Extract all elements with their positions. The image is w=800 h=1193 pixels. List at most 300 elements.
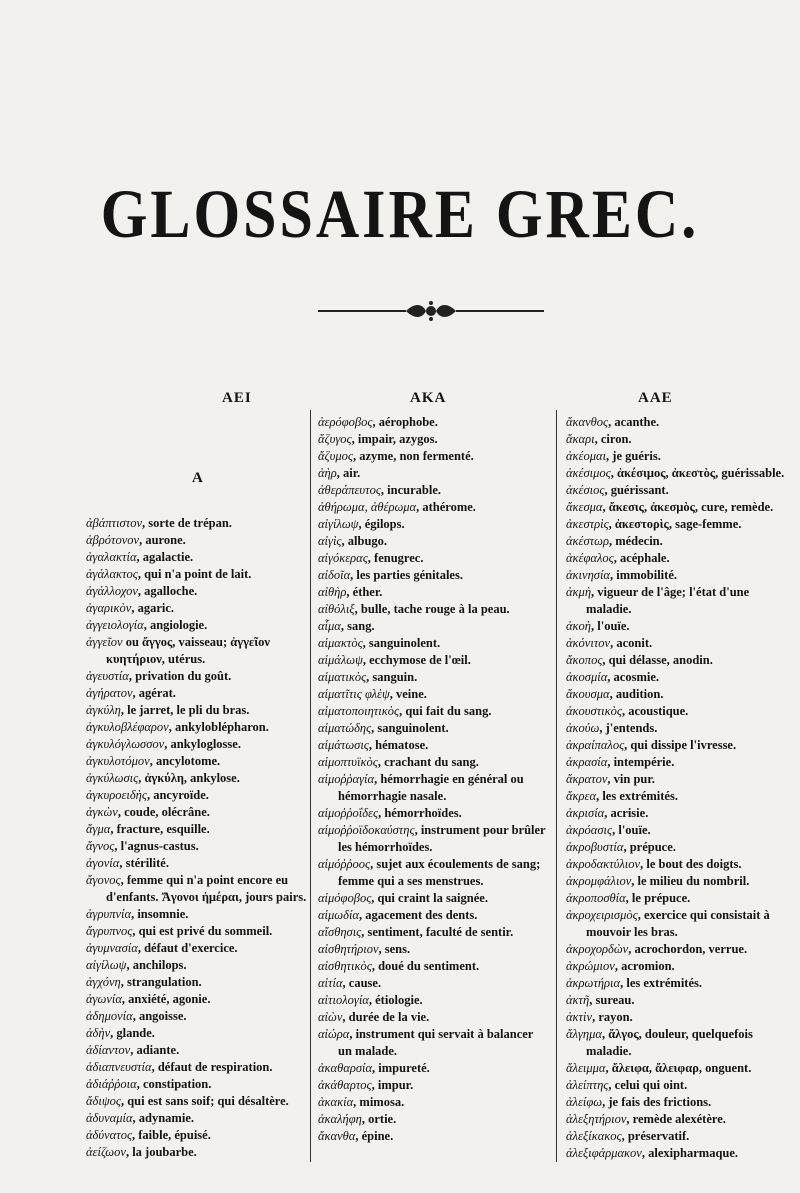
greek-term: αἱμοῤῥαγία bbox=[318, 772, 375, 786]
greek-term: ἀγχόνη bbox=[86, 975, 121, 989]
definition: , les extrémités. bbox=[620, 976, 703, 990]
glossary-entry bbox=[86, 1042, 318, 1059]
definition: , le prépuce. bbox=[625, 891, 691, 905]
glossary-entry bbox=[86, 600, 318, 617]
glossary-entry bbox=[86, 532, 318, 549]
definition: , audition. bbox=[609, 687, 664, 701]
greek-term: ἀκέσιος bbox=[566, 483, 605, 497]
greek-term: ἄγονος bbox=[86, 873, 121, 887]
greek-term: ἄκαρι bbox=[566, 432, 595, 446]
greek-term: ἀδιάῤῥοια bbox=[86, 1077, 137, 1091]
glossary-entry bbox=[318, 720, 550, 737]
definition: , intempérie. bbox=[607, 755, 675, 769]
greek-term: ἀκρισία bbox=[566, 806, 605, 820]
greek-term: ἀλείπτης bbox=[566, 1078, 609, 1092]
glossary-entry bbox=[86, 1127, 318, 1144]
definition: , le bout des doigts. bbox=[640, 857, 742, 871]
definition: , agalactie. bbox=[136, 550, 194, 564]
greek-term: αἰγόκερας bbox=[318, 551, 368, 565]
greek-term: ἀδημονία bbox=[86, 1009, 133, 1023]
glossary-entry bbox=[86, 617, 318, 634]
greek-term: ἀκεστρὶς bbox=[566, 517, 609, 531]
glossary-entry bbox=[566, 567, 794, 584]
definition: , vin pur. bbox=[607, 772, 655, 786]
glossary-entry bbox=[566, 737, 794, 754]
greek-term: ἀκτὶν bbox=[566, 1010, 593, 1024]
glossary-entry bbox=[318, 856, 550, 890]
greek-term: ἀγαρικὸν bbox=[86, 601, 132, 615]
definition: , constipation. bbox=[136, 1077, 212, 1091]
greek-term: ἀκτῆ bbox=[566, 993, 590, 1007]
glossary-entry bbox=[566, 635, 794, 652]
definition: , rayon. bbox=[592, 1010, 633, 1024]
definition: , éther. bbox=[346, 585, 383, 599]
greek-term: ἀγρυπνία bbox=[86, 907, 132, 921]
glossary-entry bbox=[86, 855, 318, 872]
glossary-entry bbox=[566, 1009, 794, 1026]
glossary-entry bbox=[566, 822, 794, 839]
greek-term: ἀβάπτιστον bbox=[86, 516, 142, 530]
glossary-entry bbox=[86, 736, 318, 753]
greek-term: ἀκρασία bbox=[566, 755, 608, 769]
definition: , hémorrhagie en général ou hémorrhagie nasale. bbox=[338, 772, 524, 803]
greek-term: ἄλειμμα bbox=[566, 1061, 606, 1075]
greek-term: αἱμοῤῥοΐδες bbox=[318, 806, 379, 820]
definition: , acromion. bbox=[614, 959, 675, 973]
definition: , l'agnus-castus. bbox=[114, 839, 199, 853]
greek-term: ἀκροχορδὼν bbox=[566, 942, 629, 956]
glossary-entry bbox=[318, 686, 550, 703]
glossary-entry bbox=[86, 1110, 318, 1127]
definition: , anchilops. bbox=[126, 958, 187, 972]
glossary-entry bbox=[566, 839, 794, 856]
greek-term: ἀδιαπνευστία bbox=[86, 1060, 152, 1074]
greek-term: ἀγκύλωσις bbox=[86, 771, 139, 785]
glossary-entry bbox=[86, 923, 318, 940]
definition: , sanguin. bbox=[366, 670, 418, 684]
definition: , qui dissipe l'ivresse. bbox=[624, 738, 737, 752]
definition: , ἀκεστορὶς, sage-femme. bbox=[608, 517, 742, 531]
glossary-entry bbox=[566, 414, 794, 431]
glossary-entry bbox=[566, 431, 794, 448]
glossary-entry bbox=[86, 770, 318, 787]
glossary-column-1 bbox=[86, 515, 318, 1161]
glossary-column-3 bbox=[566, 414, 794, 1162]
glossary-entry bbox=[86, 787, 318, 804]
glossary-entry bbox=[566, 907, 794, 941]
definition: , étiologie. bbox=[368, 993, 423, 1007]
greek-term: ἄκεσμα bbox=[566, 500, 603, 514]
definition: , ancyroïde. bbox=[146, 788, 209, 802]
glossary-entry bbox=[86, 668, 318, 685]
greek-term: ἄλγημα bbox=[566, 1027, 602, 1041]
greek-term: ἀκέφαλος bbox=[566, 551, 614, 565]
definition: , défaut d'exercice. bbox=[137, 941, 238, 955]
greek-term: ἀείζωον bbox=[86, 1145, 126, 1159]
greek-term: αἰγὶς bbox=[318, 534, 342, 548]
definition: , anxiété, agonie. bbox=[121, 992, 211, 1006]
greek-term: ἀκέστωρ bbox=[566, 534, 609, 548]
definition: , angiologie. bbox=[143, 618, 208, 632]
greek-term: ἀλεξιφάρμακον bbox=[566, 1146, 642, 1160]
greek-term: ἀγήρατον bbox=[86, 686, 133, 700]
greek-term: ἀκρωτήρια bbox=[566, 976, 621, 990]
definition: , sanguinolent. bbox=[362, 636, 441, 650]
definition: , exercice qui consistait à mouvoir les bras. bbox=[586, 908, 770, 939]
glossary-entry bbox=[318, 618, 550, 635]
glossary-entry bbox=[318, 1111, 550, 1128]
definition: , agérat. bbox=[132, 686, 176, 700]
definition: , ciron. bbox=[594, 432, 632, 446]
glossary-entry bbox=[86, 1093, 318, 1110]
definition: , air. bbox=[336, 466, 361, 480]
glossary-entry bbox=[318, 414, 550, 431]
greek-term: αἰσθητικὸς bbox=[318, 959, 372, 973]
glossary-entry bbox=[566, 618, 794, 635]
definition: , ancylotome. bbox=[149, 754, 221, 768]
glossary-entry bbox=[86, 515, 318, 532]
greek-term: αἰδοῖα bbox=[318, 568, 351, 582]
greek-term: ἀκέομαι bbox=[566, 449, 607, 463]
definition: , aurone. bbox=[139, 533, 186, 547]
greek-term: αἱμάτωσις bbox=[318, 738, 369, 752]
greek-term: αἱματοποιητικὸς bbox=[318, 704, 400, 718]
definition: , sanguinolent. bbox=[371, 721, 449, 735]
glossary-entry bbox=[86, 549, 318, 566]
glossary-entry bbox=[566, 1128, 794, 1145]
greek-term: ἄζυγος bbox=[318, 432, 352, 446]
definition: , impair, azygos. bbox=[351, 432, 438, 446]
definition: , ἀγκύλη, ankylose. bbox=[138, 771, 240, 785]
definition: , acoustique. bbox=[621, 704, 689, 718]
glossary-entry bbox=[318, 958, 550, 975]
definition: , agacement des dents. bbox=[358, 908, 478, 922]
greek-term: ἀκαθαρσία bbox=[318, 1061, 373, 1075]
glossary-entry bbox=[318, 975, 550, 992]
definition: , femme qui n'a point encore eu d'enfants. Ἄγονοι ἡμέραι, jours pairs. bbox=[106, 873, 307, 904]
glossary-entry bbox=[566, 975, 794, 992]
definition: , la joubarbe. bbox=[125, 1145, 197, 1159]
glossary-entry bbox=[86, 991, 318, 1008]
definition: , instrument pour brûler les hémorrhoïdes. bbox=[338, 823, 546, 854]
definition: , adiante. bbox=[130, 1043, 180, 1057]
greek-term: αἱμακτὸς bbox=[318, 636, 363, 650]
greek-term: ἀδύνατος bbox=[86, 1128, 133, 1142]
greek-term: ἀγωνία bbox=[86, 992, 122, 1006]
greek-term: αἰγίλωψ bbox=[86, 958, 127, 972]
glossary-entry bbox=[566, 1094, 794, 1111]
definition: , je guéris. bbox=[606, 449, 661, 463]
greek-term: ἄκουσμα bbox=[566, 687, 610, 701]
glossary-entry bbox=[318, 635, 550, 652]
definition: , qui n'a point de lait. bbox=[137, 567, 252, 581]
definition: , celui qui oint. bbox=[608, 1078, 688, 1092]
glossary-column-2 bbox=[318, 414, 550, 1145]
glossary-entry bbox=[566, 890, 794, 907]
definition: , acrisie. bbox=[604, 806, 649, 820]
greek-term: ἀδυναμία bbox=[86, 1111, 133, 1125]
glossary-entry bbox=[566, 1111, 794, 1128]
glossary-entry bbox=[86, 1025, 318, 1042]
definition: , privation du goût. bbox=[128, 669, 232, 683]
greek-term: ἀκαλήφη bbox=[318, 1112, 362, 1126]
glossary-entry bbox=[566, 771, 794, 788]
greek-term: ἀκραίπαλος bbox=[566, 738, 625, 752]
greek-term: ἀκοὴ bbox=[566, 619, 592, 633]
definition: , glande. bbox=[110, 1026, 155, 1040]
definition: , angoisse. bbox=[132, 1009, 187, 1023]
glossary-entry bbox=[566, 703, 794, 720]
definition: , remède alexétère. bbox=[626, 1112, 726, 1126]
greek-term: ἀλεξητήριον bbox=[566, 1112, 627, 1126]
glossary-entry bbox=[318, 431, 550, 448]
definition: ou ἄγγος, vaisseau; ἀγγεῖον κυητήριον, utérus. bbox=[106, 635, 270, 666]
glossary-entry bbox=[86, 566, 318, 583]
glossary-entry bbox=[566, 516, 794, 533]
definition: , aconit. bbox=[610, 636, 653, 650]
glossary-entry bbox=[566, 686, 794, 703]
greek-term: αἱμωδία bbox=[318, 908, 359, 922]
definition: , ἄκεσις, ἀκεσμὸς, cure, remède. bbox=[602, 500, 774, 514]
glossary-entry bbox=[318, 992, 550, 1009]
glossary-entry bbox=[318, 1077, 550, 1094]
definition: , fracture, esquille. bbox=[110, 822, 210, 836]
greek-term: ἀγάλλοχον bbox=[86, 584, 138, 598]
greek-term: αἰθὴρ bbox=[318, 585, 347, 599]
greek-term: ἄκανθα bbox=[318, 1129, 356, 1143]
greek-term: ἀκόνιτον bbox=[566, 636, 611, 650]
greek-term: αἰγίλωψ bbox=[318, 517, 359, 531]
page-title: GLOSSAIRE GREC. bbox=[100, 175, 700, 252]
definition: , acanthe. bbox=[608, 415, 660, 429]
greek-term: αἰὼν bbox=[318, 1010, 343, 1024]
definition: , qui délasse, anodin. bbox=[602, 653, 713, 667]
greek-term: ἀκρόασις bbox=[566, 823, 613, 837]
definition: , le jarret, le pli du bras. bbox=[120, 703, 250, 717]
definition: , azyme, non fermenté. bbox=[352, 449, 474, 463]
definition: , je fais des frictions. bbox=[602, 1095, 712, 1109]
glossary-entry bbox=[318, 669, 550, 686]
greek-term: ἀγυμνασία bbox=[86, 941, 138, 955]
glossary-entry bbox=[566, 873, 794, 890]
definition: , incurable. bbox=[380, 483, 441, 497]
greek-term: ἄκανθος bbox=[566, 415, 609, 429]
definition: , aérophobe. bbox=[372, 415, 438, 429]
greek-term: ἀγγεῖον bbox=[86, 635, 123, 649]
definition: , égilops. bbox=[358, 517, 405, 531]
definition: , vigueur de l'âge; l'état d'une maladie. bbox=[586, 585, 750, 616]
glossary-entry bbox=[566, 1077, 794, 1094]
glossary-entry bbox=[566, 805, 794, 822]
glossary-entry bbox=[566, 550, 794, 567]
greek-term: αἰώρα bbox=[318, 1027, 350, 1041]
definition: , sorte de trépan. bbox=[142, 516, 232, 530]
definition: , épine. bbox=[355, 1129, 394, 1143]
glossary-entry bbox=[566, 448, 794, 465]
definition: , qui est privé du sommeil. bbox=[132, 924, 273, 938]
greek-term: ἀερόφοβος bbox=[318, 415, 373, 429]
glossary-entry bbox=[86, 1076, 318, 1093]
definition: , sang. bbox=[340, 619, 375, 633]
definition: , l'ouïe. bbox=[612, 823, 651, 837]
definition: , sujet aux écoulements de sang; femme qui a ses menstrues. bbox=[338, 857, 541, 888]
glossary-entry bbox=[318, 907, 550, 924]
glossary-entry bbox=[86, 1144, 318, 1161]
glossary-entry bbox=[566, 1026, 794, 1060]
greek-term: αἰτιολογία bbox=[318, 993, 369, 1007]
greek-term: αἱμάλωψ bbox=[318, 653, 363, 667]
glossary-entry bbox=[566, 856, 794, 873]
definition: , faible, épuisé. bbox=[132, 1128, 211, 1142]
glossary-entry bbox=[86, 940, 318, 957]
definition: , mimosa. bbox=[353, 1095, 405, 1109]
glossary-entry bbox=[318, 1094, 550, 1111]
glossary-entry bbox=[86, 634, 318, 668]
definition: , ἀκέσιμος, ἀκεστὸς, guérissable. bbox=[610, 466, 785, 480]
greek-term: αἷμα bbox=[318, 619, 341, 633]
definition: , acosmie. bbox=[607, 670, 660, 684]
glossary-entry bbox=[86, 583, 318, 600]
glossary-entry bbox=[86, 702, 318, 719]
glossary-entry bbox=[318, 448, 550, 465]
definition: , défaut de respiration. bbox=[151, 1060, 273, 1074]
definition: , immobilité. bbox=[609, 568, 677, 582]
definition: , médecin. bbox=[608, 534, 663, 548]
glossary-entry bbox=[318, 482, 550, 499]
glossary-entry bbox=[318, 771, 550, 805]
column-header-1: AEI bbox=[222, 390, 252, 406]
greek-term: ἀκοσμία bbox=[566, 670, 608, 684]
greek-term: ἀκουστικὸς bbox=[566, 704, 622, 718]
glossary-entry bbox=[86, 838, 318, 855]
column-header-3: AAE bbox=[638, 390, 673, 406]
glossary-entry bbox=[566, 465, 794, 482]
greek-term: αἱμοῤῥοϊδοκαύστης bbox=[318, 823, 415, 837]
greek-term: ἄκρατον bbox=[566, 772, 608, 786]
glossary-entry bbox=[566, 499, 794, 516]
section-letter: A bbox=[192, 470, 203, 486]
greek-term: αἱμοπτυϊκὸς bbox=[318, 755, 378, 769]
definition: , coude, olécrâne. bbox=[117, 805, 210, 819]
glossary-entry bbox=[566, 533, 794, 550]
definition: , stérilité. bbox=[119, 856, 169, 870]
glossary-entry bbox=[318, 1026, 550, 1060]
glossary-entry bbox=[86, 974, 318, 991]
greek-term: ἀλεξίκακος bbox=[566, 1129, 622, 1143]
glossary-entry bbox=[86, 906, 318, 923]
glossary-entry bbox=[318, 584, 550, 601]
definition: , durée de la vie. bbox=[342, 1010, 430, 1024]
greek-term: ἀγκυλοτόμον bbox=[86, 754, 150, 768]
greek-term: ἀκροχειρισμὸς bbox=[566, 908, 638, 922]
greek-term: αἰσθητήριον bbox=[318, 942, 379, 956]
definition: , ankyloblépharon. bbox=[168, 720, 269, 734]
ornament-divider bbox=[318, 298, 544, 324]
glossary-entry bbox=[566, 1145, 794, 1162]
greek-term: ἀκέσιμος bbox=[566, 466, 611, 480]
glossary-entry bbox=[318, 941, 550, 958]
glossary-entry bbox=[86, 719, 318, 736]
glossary-entry bbox=[318, 567, 550, 584]
glossary-entry bbox=[566, 482, 794, 499]
definition: , le milieu du nombril. bbox=[631, 874, 750, 888]
glossary-entry bbox=[86, 804, 318, 821]
greek-term: αἰθόλιξ bbox=[318, 602, 355, 616]
definition: , hématose. bbox=[368, 738, 429, 752]
glossary-entry bbox=[318, 465, 550, 482]
definition: , ἄλειφα, ἄλειφαρ, onguent. bbox=[605, 1061, 752, 1075]
definition: , albugo. bbox=[341, 534, 388, 548]
definition: , hémorrhoïdes. bbox=[378, 806, 462, 820]
definition: , doué du sentiment. bbox=[371, 959, 480, 973]
definition: , crachant du sang. bbox=[377, 755, 479, 769]
glossary-entry bbox=[318, 805, 550, 822]
greek-term: ἀὴρ bbox=[318, 466, 337, 480]
greek-term: ἀθήρωμα, ἀθέρωμα bbox=[318, 500, 417, 514]
greek-term: αἴσθησις bbox=[318, 925, 362, 939]
definition: , ankyloglosse. bbox=[164, 737, 241, 751]
greek-term: ἀγκυλοβλέφαρον bbox=[86, 720, 169, 734]
greek-term: ἀγγειολογία bbox=[86, 618, 144, 632]
glossary-entry bbox=[318, 533, 550, 550]
glossary-entry bbox=[318, 1060, 550, 1077]
glossary-entry bbox=[566, 669, 794, 686]
definition: , agalloche. bbox=[137, 584, 198, 598]
glossary-entry bbox=[318, 1128, 550, 1145]
greek-term: ἀκούω bbox=[566, 721, 600, 735]
definition: , l'ouïe. bbox=[591, 619, 630, 633]
definition: , instrument qui servait à balancer un malade. bbox=[338, 1027, 534, 1058]
definition: , athérome. bbox=[416, 500, 476, 514]
glossary-entry bbox=[318, 703, 550, 720]
definition: , les parties génitales. bbox=[350, 568, 463, 582]
greek-term: ἀθεράπευτος bbox=[318, 483, 381, 497]
definition: , j'entends. bbox=[599, 721, 658, 735]
glossary-entry bbox=[566, 992, 794, 1009]
glossary-entry bbox=[86, 753, 318, 770]
greek-term: αἱματικὸς bbox=[318, 670, 367, 684]
definition: , insomnie. bbox=[131, 907, 189, 921]
glossary-entry bbox=[318, 924, 550, 941]
definition: , veine. bbox=[389, 687, 427, 701]
greek-term: ἀδὴν bbox=[86, 1026, 111, 1040]
greek-term: ἀκρομφάλιον bbox=[566, 874, 632, 888]
definition: , préservatif. bbox=[621, 1129, 690, 1143]
definition: , agaric. bbox=[131, 601, 175, 615]
greek-term: ἄκρεα bbox=[566, 789, 597, 803]
glossary-entry bbox=[566, 788, 794, 805]
definition: , impur. bbox=[371, 1078, 414, 1092]
definition: , impureté. bbox=[372, 1061, 430, 1075]
definition: , bulle, tache rouge à la peau. bbox=[354, 602, 510, 616]
glossary-entry bbox=[86, 1008, 318, 1025]
definition: , fenugrec. bbox=[367, 551, 424, 565]
definition: , sentiment, faculté de sentir. bbox=[361, 925, 514, 939]
glossary-entry bbox=[318, 601, 550, 618]
greek-term: αἰτία bbox=[318, 976, 343, 990]
greek-term: ἄγρυπνος bbox=[86, 924, 133, 938]
glossary-entry bbox=[318, 516, 550, 533]
glossary-entry bbox=[318, 1009, 550, 1026]
greek-term: ἄζυμος bbox=[318, 449, 353, 463]
greek-term: ἀβρότονον bbox=[86, 533, 140, 547]
greek-term: ἀκάθαρτος bbox=[318, 1078, 372, 1092]
definition: , qui fait du sang. bbox=[399, 704, 492, 718]
glossary-entry bbox=[86, 957, 318, 974]
glossary-entry bbox=[318, 890, 550, 907]
greek-term: αἱματώδης bbox=[318, 721, 372, 735]
definition: , qui est sans soif; qui désaltère. bbox=[120, 1094, 289, 1108]
